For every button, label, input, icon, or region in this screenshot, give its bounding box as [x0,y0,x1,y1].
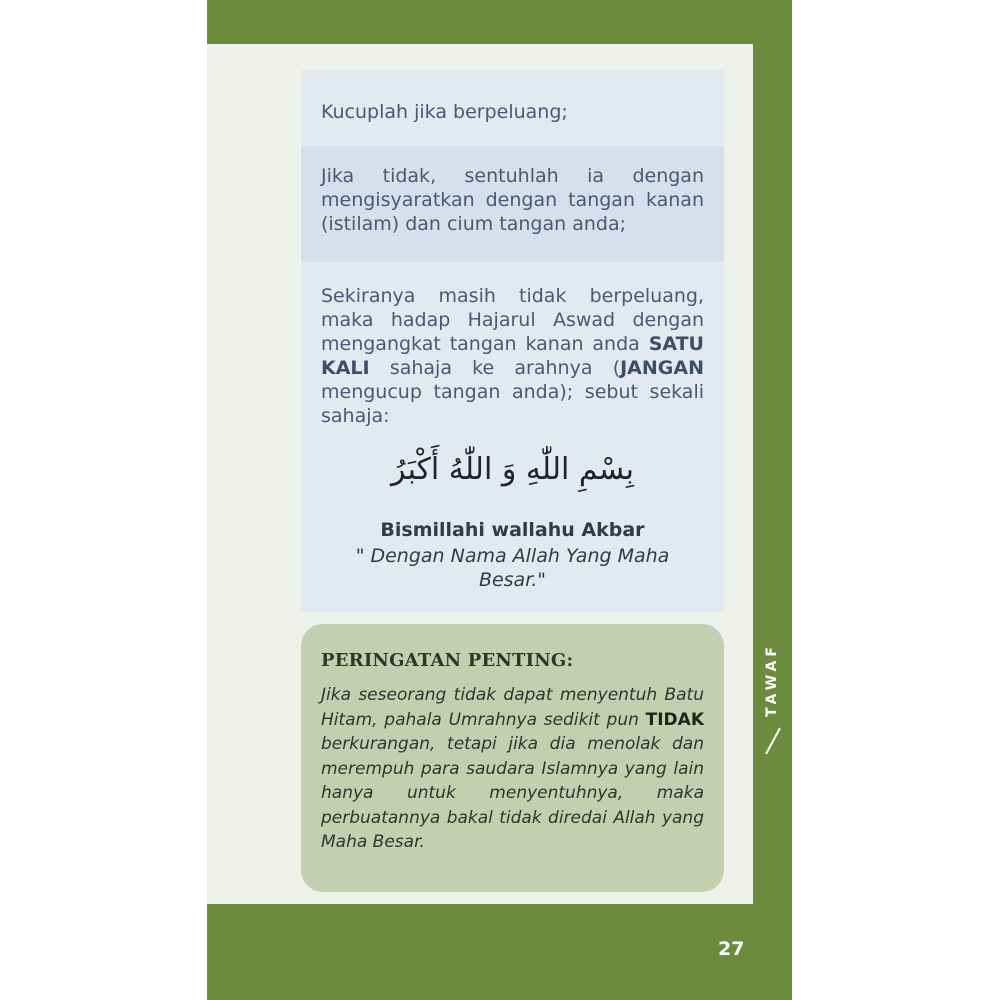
step-kiss-panel [301,70,724,146]
transliteration: Bismillahi wallahu Akbar [380,519,645,541]
step-touch-text: Jika tidak, sentuhlah ia dengan mengisyaratkan dengan tangan kanan (istilam) dan cium tangan anda; [321,165,704,235]
step-gesture-bold-jangan: JANGAN [620,357,704,379]
step-kiss-text: Kucuplah jika berpeluang; [321,101,568,123]
step-gesture-text-3: mengucup tangan anda); sebut sekali sahaja: [321,381,704,427]
step-gesture-bold-satu-kali: SATU KALI [321,333,704,379]
section-tab-tawaf [757,640,787,720]
warning-title: PERINGATAN PENTING: [321,650,574,671]
arabic-phrase: بِسْمِ اللّٰهِ وَ اللّٰهُ أَكْبَرُ [391,452,634,487]
step-gesture-panel [301,262,724,612]
section-tab-label: TAWAF [764,643,780,717]
step-gesture-text-1: Sekiranya masih tidak berpeluang, maka hadap Hajarul Aswad dengan mengangkat tangan kanan anda [321,285,704,355]
step-gesture-text-2: sahaja ke arahnya ( [369,357,621,379]
step-gesture-paragraph [321,284,704,428]
slash-divider-icon [754,726,794,756]
warning-text-2: berkurangan, tetapi jika dia menolak dan merempuh para saudara Islamnya yang lain hanya untuk menyentuhnya, maka perbuatannya bakal tidak diredai Allah yang Maha Besar. [321,734,704,852]
warning-body [321,683,704,855]
step-touch-panel [301,146,724,262]
page-number: 27 [718,938,745,960]
translation: " Dengan Nama Allah Yang Maha Besar." [355,545,670,591]
important-warning-box [301,624,724,892]
warning-bold-tidak: TIDAK [645,709,704,730]
warning-text-1: Jika seseorang tidak dapat menyentuh Batu Hitam, pahala Umrahnya sedikit pun [321,685,704,730]
